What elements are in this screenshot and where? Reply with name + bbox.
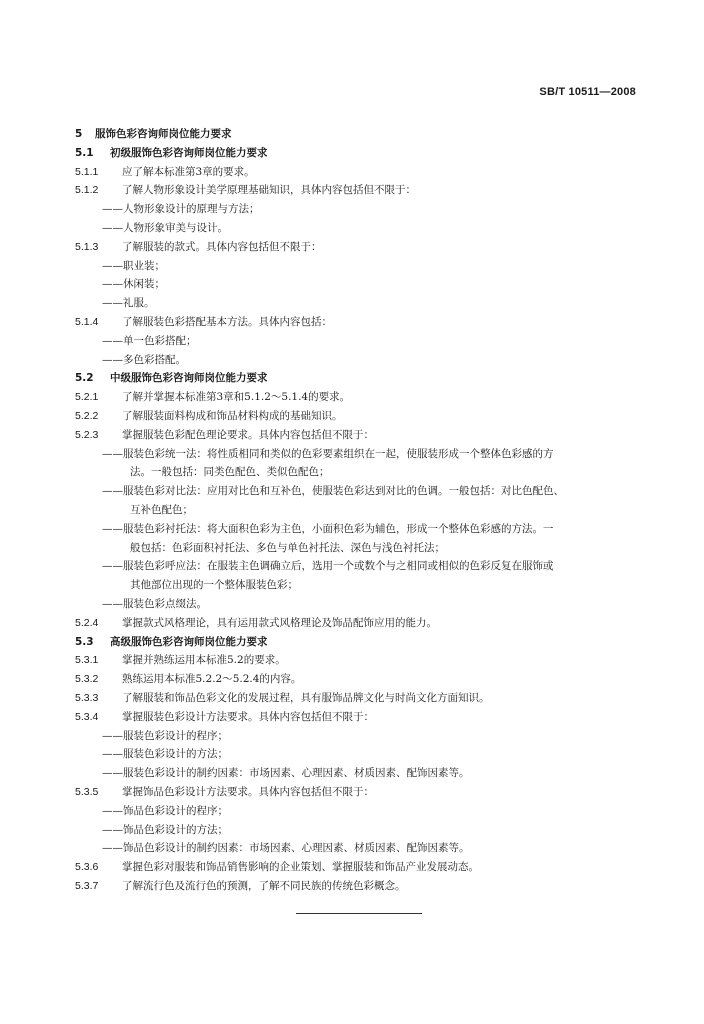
clause-number: 5.3.7: [75, 880, 99, 892]
clause-number: 5.3.2: [75, 673, 99, 686]
clause-text: 般包括：色彩面积衬托法、多色与单色衬托法、深色与浅色衬托法；: [130, 541, 445, 554]
clause-text: ——服装色彩统一法：将性质相同和类似的色彩要素组织在一起，使服装形成一个整体色彩感的方: [102, 447, 554, 460]
clause-text: 法。一般包括：同类色配色、类似色配色；: [130, 466, 330, 479]
clause-text: ——礼服。: [102, 297, 155, 310]
clause-number: 5.3: [75, 635, 94, 648]
clause-text: 高级服饰色彩咨询师岗位能力要求: [110, 635, 268, 648]
clause-text: ——职业装；: [102, 259, 165, 272]
clause-number: 5.3.5: [75, 786, 99, 798]
clause-text: ——休闲装；: [102, 278, 165, 291]
clause-text: 应了解本标准第3章的要求。: [122, 165, 255, 178]
clause-number: 5.2.2: [75, 410, 99, 422]
clause-text: 熟练运用本标准5.2.2～5.2.4的内容。: [122, 673, 302, 686]
clause-number: 5.2.4: [75, 616, 99, 629]
clause-text: ——饰品色彩设计的方法；: [102, 823, 228, 836]
clause-text: 掌握并熟练运用本标准5.2的要求。: [122, 654, 286, 667]
clause-text: 了解服装面料构成和饰品材料构成的基础知识。: [122, 410, 343, 422]
clause-text: ——单一色彩搭配；: [102, 334, 197, 347]
clause-text: ——人物形象审美与设计。: [102, 222, 228, 234]
end-of-document-rule: [296, 913, 422, 914]
clause-text: 互补色配色；: [130, 504, 193, 516]
clause-number: 5.2.3: [75, 428, 99, 441]
clause-number: 5.1.2: [75, 184, 99, 197]
clause-text: 了解并掌握本标准第3章和5.1.2～5.1.4的要求。: [122, 391, 351, 404]
clause-text: ——服装色彩设计的制约因素：市场因素、心理因素、材质因素、配饰因素等。: [102, 767, 470, 780]
clause-text: ——服装色彩点缀法。: [102, 598, 207, 610]
clause-text: 服饰色彩咨询师岗位能力要求: [95, 128, 232, 140]
clause-text: ——多色彩搭配。: [102, 353, 186, 366]
clause-text: 中级服饰色彩咨询师岗位能力要求: [110, 372, 268, 385]
clause-text: ——服装色彩对比法：应用对比色和互补色，使服装色彩达到对比的色调。一般包括：对比色配色、: [102, 485, 564, 498]
clause-text: 了解人物形象设计美学原理基础知识，具体内容包括但不限于：: [122, 184, 416, 197]
clause-text: ——服装色彩设计的程序；: [102, 729, 228, 742]
clause-number: 5.3.4: [75, 710, 99, 723]
clause-text: 掌握色彩对服装和饰品销售影响的企业策划、掌握服装和饰品产业发展动态。: [122, 861, 479, 874]
clause-number: 5.1.3: [75, 240, 99, 253]
clause-text: ——饰品色彩设计的制约因素：市场因素、心理因素、材质因素、配饰因素等。: [102, 842, 470, 855]
clause-text: 了解服装的款式。具体内容包括但不限于：: [122, 240, 322, 253]
clause-text: ——服装色彩设计的方法；: [102, 748, 228, 761]
clause-number: 5.1.1: [75, 165, 99, 178]
clause-text: 掌握服装色彩设计方法要求。具体内容包括但不限于：: [122, 710, 374, 723]
clause-number: 5.3.6: [75, 861, 99, 874]
clause-text: 其他部位出现的一个整体服装色彩；: [130, 579, 298, 592]
clause-number: 5.3.3: [75, 692, 99, 704]
clause-text: ——服装色彩呼应法：在服装主色调确立后，选用一个或数个与之相同或相似的色彩反复在服饰或: [102, 560, 554, 573]
clause-text: ——人物形象设计的原理与方法；: [102, 203, 260, 216]
clause-text: 了解流行色及流行色的预测，了解不同民族的传统色彩概念。: [122, 880, 406, 892]
clause-text: 掌握服装色彩配色理论要求。具体内容包括但不限于：: [122, 428, 374, 441]
clause-text: ——服装色彩衬托法：将大面积色彩为主色，小面积色彩为辅色，形成一个整体色彩感的方法。一: [102, 522, 554, 535]
clause-text: ——饰品色彩设计的程序；: [102, 804, 228, 817]
clause-number: 5.1.4: [75, 316, 99, 328]
clause-number: 5: [75, 128, 83, 140]
clause-number: 5.3.1: [75, 654, 99, 667]
standard-code: SB/T 10511—2008: [539, 86, 636, 98]
clause-text: 初级服饰色彩咨询师岗位能力要求: [110, 146, 268, 159]
clause-text: 了解服装色彩搭配基本方法。具体内容包括：: [122, 316, 332, 328]
clause-number: 5.2: [75, 372, 94, 385]
clause-text: 掌握款式风格理论，具有运用款式风格理论及饰品配饰应用的能力。: [122, 616, 437, 629]
clause-number: 5.2.1: [75, 391, 99, 404]
clause-text: 掌握饰品色彩设计方法要求。具体内容包括但不限于：: [122, 786, 374, 798]
clause-number: 5.1: [75, 146, 94, 159]
clause-text: 了解服装和饰品色彩文化的发展过程，具有服饰品牌文化与时尚文化方面知识。: [122, 692, 490, 704]
